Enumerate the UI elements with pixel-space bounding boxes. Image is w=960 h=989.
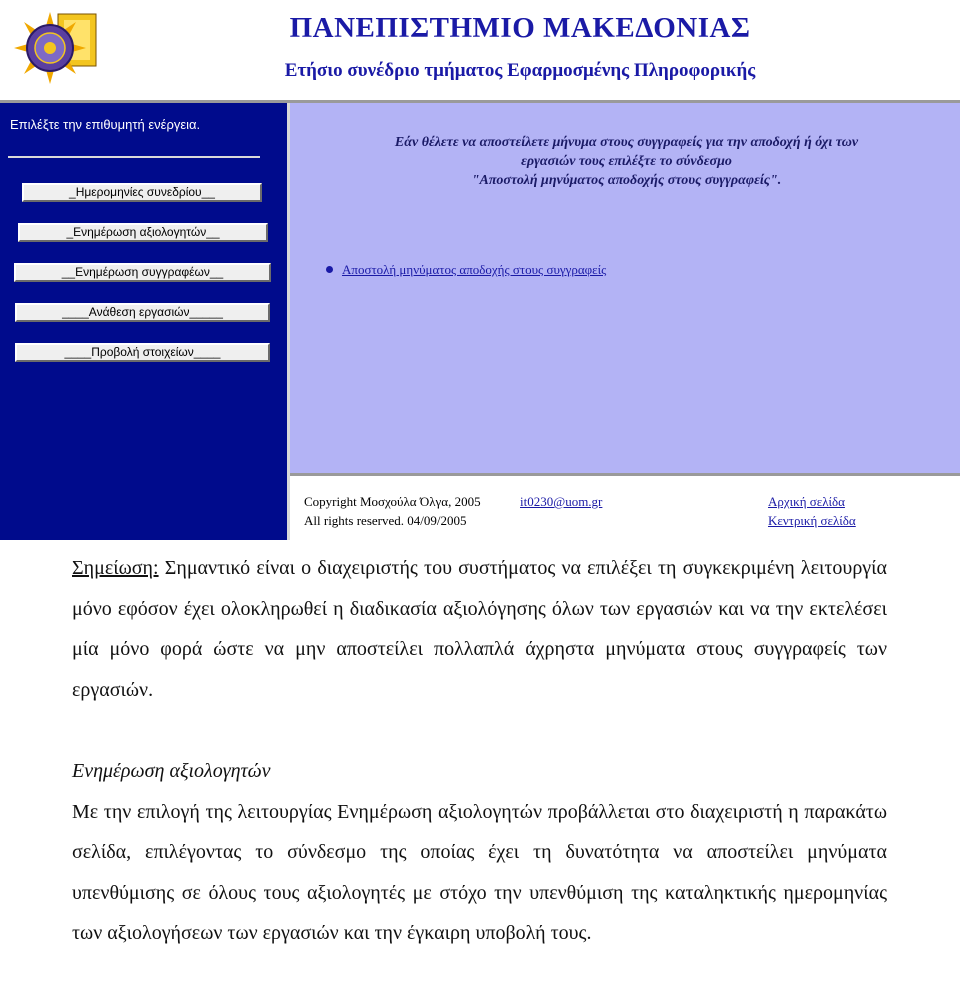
update-reviewers-button[interactable]: _Ενημέρωση αξιολογητών__ bbox=[18, 223, 268, 242]
section-paragraph: Με την επιλογή της λειτουργίας Ενημέρωση αξιολογητών προβάλλεται στο διαχειριστή η παρακάτω σελίδα, επιλέγοντας το σύνδεσμο της οποίας έχει τη δυνατότητα να αποστείλει μηνύματα υπενθύμισης σε όλους τους αξιολογητές με στόχο την υπενθύμιση της καταληκτικής ημερομηνίας των αξιολογήσεων των εργασιών και την έγκαιρη υποβολή τους. bbox=[72, 800, 887, 944]
document-body bbox=[72, 548, 887, 954]
update-authors-button[interactable]: __Ενημέρωση συγγραφέων__ bbox=[14, 263, 271, 282]
conference-dates-button[interactable]: _Ημερομηνίες συνεδρίου__ bbox=[22, 183, 262, 202]
sidebar bbox=[0, 103, 287, 540]
note-label: Σημείωση: bbox=[72, 557, 159, 579]
sidebar-divider bbox=[8, 156, 260, 158]
email-link[interactable]: it0230@uom.gr bbox=[520, 494, 603, 509]
main-content bbox=[290, 103, 960, 473]
bullet-icon bbox=[326, 266, 333, 273]
university-logo bbox=[12, 10, 100, 86]
assign-papers-button[interactable]: ____Ανάθεση εργασιών_____ bbox=[15, 303, 270, 322]
conference-subtitle: Ετήσιο συνέδριο τμήματος Εφαρμοσμένης Πληροφορικής bbox=[284, 60, 756, 81]
university-title: ΠΑΝΕΠΙΣΤΗΜΙΟ ΜΑΚΕΔΟΝΙΑΣ bbox=[289, 12, 751, 44]
page-footer bbox=[290, 476, 960, 540]
heading-line: "Αποστολή μηνύματος αποδοχής στους συγγραφείς". bbox=[471, 173, 782, 188]
heading-line: Εάν θέλετε να αποστείλετε μήνυμα στους συγγραφείς για την αποδοχή ή όχι των bbox=[394, 135, 859, 150]
heading-line: εργασιών τους επιλέξτε το σύνδεσμο bbox=[521, 154, 732, 169]
site-header bbox=[0, 0, 960, 103]
note-text: Σημαντικό είναι ο διαχειριστής του συστήματος να επιλέξει τη συγκεκριμένη λειτουργία μόνο εφόσον έχει ολοκληρωθεί η διαδικασία αξιολόγησης όλων των εργασιών και να την εκτελέσει μία μόνο φορά ώστε να μην αποστείλει πολλαπλά άχρηστα μηνύματα στους συγγραφείς των εργασιών. bbox=[72, 557, 887, 701]
main-page-link[interactable]: Κεντρική σελίδα bbox=[768, 513, 856, 528]
copyright-text: Copyright Μοσχούλα Όλγα, 2005 bbox=[304, 494, 481, 509]
send-acceptance-link[interactable]: Αποστολή μηνύματος αποδοχής στους συγγραφείς bbox=[342, 262, 607, 277]
rights-text: All rights reserved. 04/09/2005 bbox=[304, 513, 467, 528]
view-details-button[interactable]: ____Προβολή στοιχείων____ bbox=[15, 343, 270, 362]
sidebar-title: Επιλέξτε την επιθυμητή ενέργεια. bbox=[10, 117, 201, 132]
content-heading bbox=[304, 133, 949, 190]
section-title: Ενημέρωση αξιολογητών bbox=[72, 760, 271, 782]
home-page-link[interactable]: Αρχική σελίδα bbox=[768, 494, 845, 509]
note-paragraph bbox=[72, 548, 887, 710]
